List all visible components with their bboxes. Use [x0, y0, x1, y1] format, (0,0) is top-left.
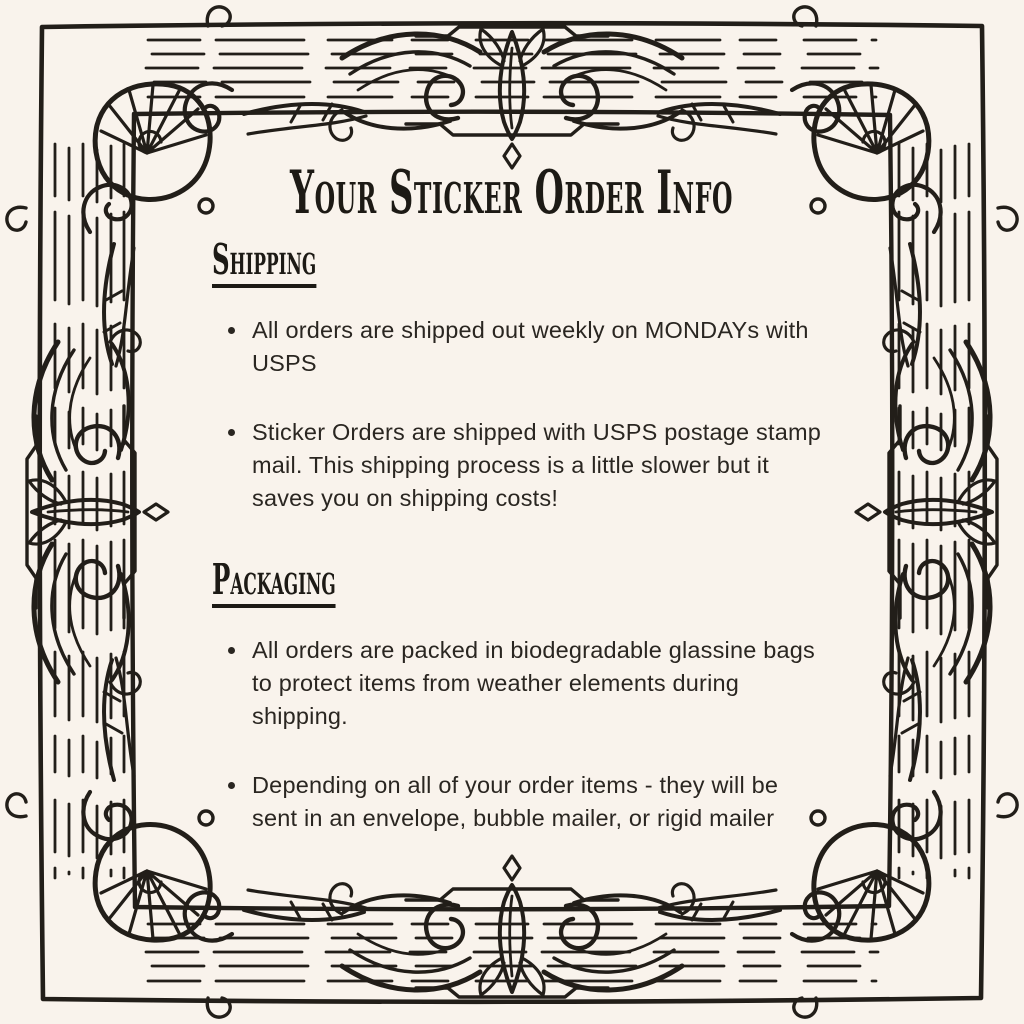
- page-title-text: Your Sticker Order Info: [290, 158, 734, 228]
- bullet-dot: [228, 327, 235, 334]
- page-title: [0, 158, 1024, 228]
- list-item-text: All orders are packed in biodegradable glassine bags to protect items from weather elements during shipping.: [252, 637, 816, 729]
- bullet-dot: [228, 429, 235, 436]
- bullet-dot: [228, 782, 235, 789]
- section-heading-packaging: [212, 555, 824, 608]
- bullet-dot: [228, 647, 235, 654]
- list-item-text: Sticker Orders are shipped with USPS postage stamp mail. This shipping process is a little slower but it saves you on shipping costs!: [252, 419, 822, 511]
- list-item-text: Depending on all of your order items - they will be sent in an envelope, bubble mailer, or rigid mailer: [252, 772, 779, 831]
- section-heading-packaging-text: Packaging: [212, 559, 336, 608]
- order-info-content: [212, 235, 824, 879]
- list-item-text: All orders are shipped out weekly on MONDAYs with USPS: [252, 317, 809, 376]
- section-heading-shipping: [212, 235, 824, 288]
- list-item: [252, 634, 824, 733]
- list-item: [252, 769, 824, 835]
- packaging-bullet-list: [212, 634, 824, 835]
- list-item: [252, 314, 824, 380]
- shipping-bullet-list: [212, 314, 824, 515]
- section-heading-shipping-text: Shipping: [212, 239, 316, 288]
- list-item: [252, 416, 824, 515]
